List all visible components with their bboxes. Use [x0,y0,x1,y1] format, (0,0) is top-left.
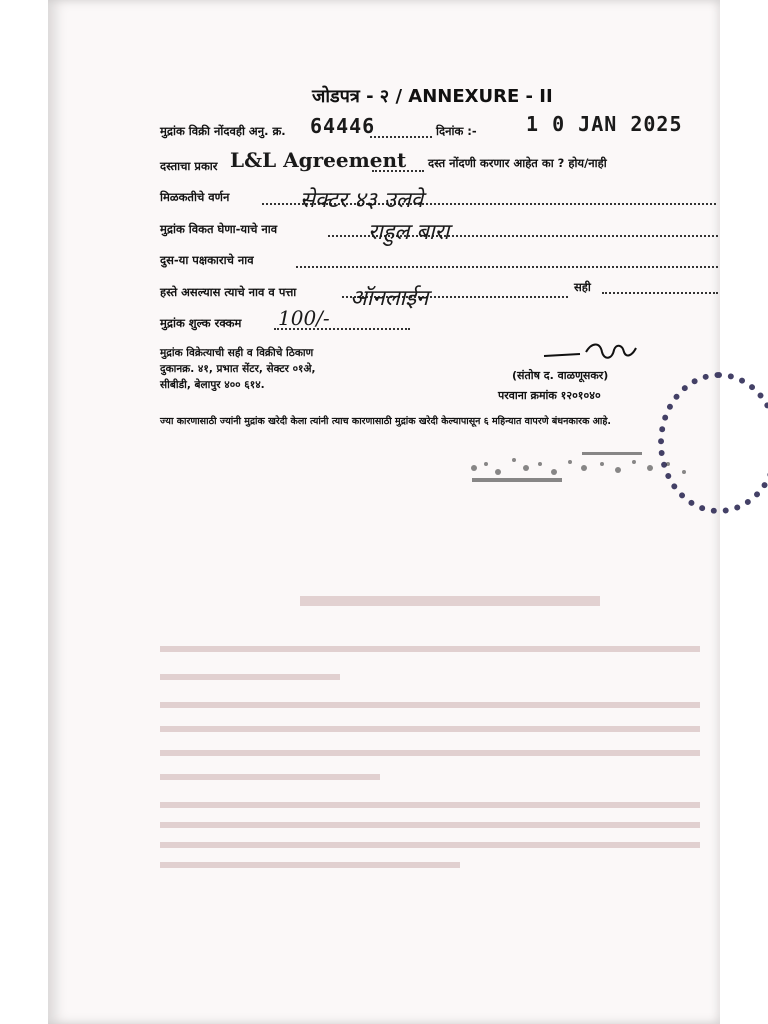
vendor-line-2: दुकानक्र. ४१, प्रभात सेंटर, सेक्टर ०१अे, [160,363,316,375]
ink-smudge [462,438,712,498]
property-label: मिळकतीचे वर्णन [160,190,230,204]
signature-dotted-line [602,292,718,294]
property-value: सेक्टर ४३ उलवे [300,188,424,213]
buyer-value: राहुल बारा [368,220,450,245]
annexure-title: जोडपत्र - २ / ANNEXURE - II [312,86,553,107]
vendor-name: (संतोष द. वाळणूसकर) [512,369,609,382]
buyer-label: मुद्रांक विकत घेणा-याचे नाव [160,222,278,236]
fee-label: मुद्रांक शुल्क रक्कम [160,316,242,330]
other-party-dotted-line [296,266,718,268]
vendor-line-3: सीबीडी, बेलापुर ४०० ६१४. [160,379,265,391]
vendor-line-1: मुद्रांक विक्रेत्याची सही व विक्रीचे ठिकाण [160,347,314,359]
fee-value: 100/- [278,306,330,330]
serial-dotted-line [370,136,432,138]
other-party-label: दुस-या पक्षकाराचे नाव [160,253,254,267]
doc-type-value: L&L Agreement [230,148,407,172]
doc-type-dotted-line [372,170,424,172]
via-label: हस्ते असल्यास त्याचे नाव व पत्ता [160,285,297,299]
usage-notice: ज्या कारणासाठी ज्यांनी मुद्रांक खरेदी केला त्यांनी त्याच कारणासाठी मुद्रांक खरेदी केल्यापासून ६ महिन्यात वापरणे बंधनकारक आहे. [160,416,612,427]
date-value: 1 0 JAN 2025 [526,112,683,136]
vendor-signature [540,340,640,370]
serial-label: मुद्रांक विक्री नोंदवही अनु. क्र. [160,124,286,138]
via-value: ऑनलाईन [350,286,429,311]
bleed-through-text [160,590,720,870]
date-label: दिनांक :- [436,124,477,138]
doc-type-label: दस्ताचा प्रकार [160,159,218,173]
doc-type-question: दस्त नोंदणी करणार आहेत का ? होय/नाही [428,156,607,170]
serial-value: 64446 [310,114,376,138]
signature-label: सही [574,280,591,294]
scan-margin-left [0,0,48,1024]
vendor-license: परवाना क्रमांक १२०१०४० [498,389,601,402]
